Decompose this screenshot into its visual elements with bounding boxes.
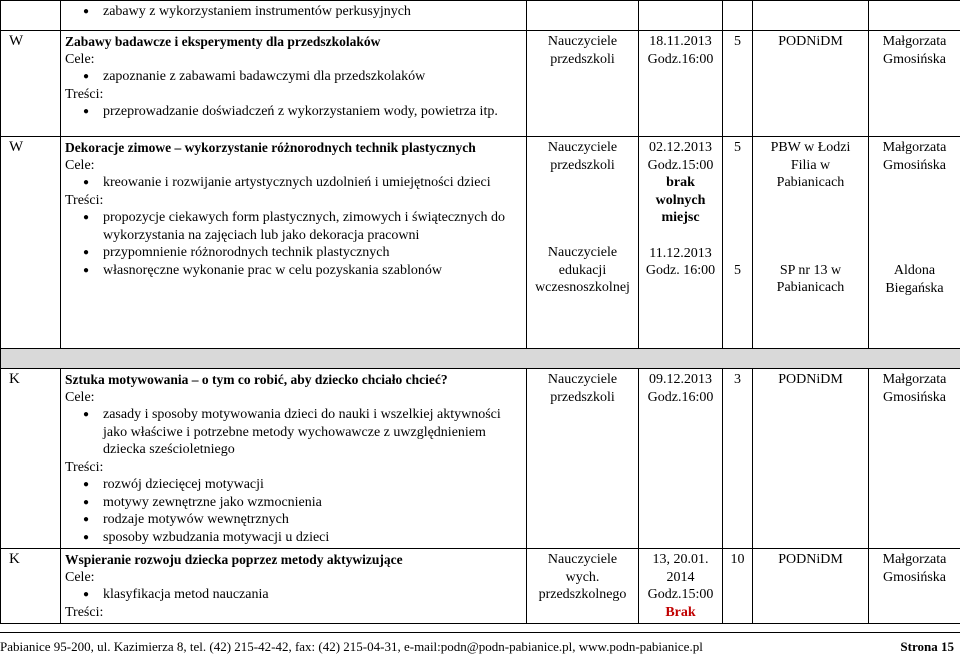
date-cell xyxy=(639,549,723,624)
hours-cell xyxy=(723,137,753,349)
cele-label: Cele: xyxy=(65,569,95,585)
date-text: 11.12.2013 xyxy=(649,245,712,261)
place-cell: PODNiDM xyxy=(753,549,869,624)
topic-cell xyxy=(61,369,527,549)
list-item: ● rozwój dziecięcej motywacji xyxy=(65,476,522,494)
cele-label: Cele: xyxy=(65,157,95,173)
list-item: ● zasady i sposoby motywowania dzieci do nauki i wszelkiej aktywności jako właściwe i potrzebne metody wychowawcze z uwzględnieniem dziecka sześcioletniego xyxy=(65,406,522,459)
availability-note: brak wolnych miejsc xyxy=(655,175,706,225)
place-text: SP nr 13 w Pabianicach xyxy=(776,262,845,295)
leader-cell: Małgorzata Gmosińska xyxy=(869,369,960,549)
topic-cell xyxy=(61,31,527,137)
cele-list xyxy=(65,586,522,604)
topic-title: Zabawy badawcze i eksperymenty dla przedszkolaków xyxy=(65,34,381,49)
tresci-label: Treści: xyxy=(65,604,104,620)
hours-cell: 10 xyxy=(723,549,753,624)
topic-cell xyxy=(61,549,527,624)
tresci-label: Treści: xyxy=(65,192,104,208)
cele-list xyxy=(65,174,522,192)
tresci-label: Treści: xyxy=(65,86,104,102)
cele-label: Cele: xyxy=(65,51,95,67)
hours-cell: 3 xyxy=(723,369,753,549)
leader-cell xyxy=(869,137,960,349)
audience-text: Nauczyciele edukacji wczesnoszkolnej xyxy=(535,245,630,295)
kind-cell: W xyxy=(1,31,61,137)
audience-cell: Nauczyciele przedszkoli xyxy=(527,369,639,549)
time-text: Godz.15:00 xyxy=(647,587,714,602)
availability-note: Brak xyxy=(665,604,696,620)
hours-cell: 5 xyxy=(723,31,753,137)
date-text: 09.12.2013 xyxy=(649,372,712,387)
list-item: ● zabawy z wykorzystaniem instrumentów perkusyjnych xyxy=(65,3,522,21)
leader-cell: Małgorzata Gmosińska xyxy=(869,549,960,624)
leader-cell: Małgorzata Gmosińska xyxy=(869,31,960,137)
table-row xyxy=(1,549,960,624)
tresci-list xyxy=(65,476,522,546)
date-cell xyxy=(639,137,723,349)
tresci-list xyxy=(65,3,522,21)
audience-text: Nauczyciele przedszkoli xyxy=(547,140,618,173)
time-text: Godz.15:00 xyxy=(647,157,714,173)
footer-address: Pabianice 95-200, ul. Kazimierza 8, tel. (42) 215-42-42, fax: (42) 215-04-31, e-mail:podn@podn-pabianice.pl, www.podn-pabianice.pl xyxy=(0,638,703,654)
cele-list xyxy=(65,68,522,86)
hours-text: 5 xyxy=(734,262,741,278)
topic-title: Wspieranie rozwoju dziecka poprzez metody aktywizujące xyxy=(65,552,403,567)
time-text: Godz. 16:00 xyxy=(645,263,716,278)
audience-cell: Nauczyciele przedszkoli xyxy=(527,31,639,137)
topic-title: Dekoracje zimowe – wykorzystanie różnorodnych technik plastycznych xyxy=(65,140,476,155)
topic-title: Sztuka motywowania – o tym co robić, aby dziecko chciało chcieć? xyxy=(65,372,448,387)
list-item: ● kreowanie i rozwijanie artystycznych uzdolnień i umiejętności dzieci xyxy=(65,174,522,192)
list-item: ● przypomnienie różnorodnych technik plastycznych xyxy=(65,244,522,262)
topic-cell xyxy=(61,137,527,349)
list-item: ● klasyfikacja metod nauczania xyxy=(65,586,522,604)
place-cell: PODNiDM xyxy=(753,369,869,549)
tresci-label: Treści: xyxy=(65,459,104,475)
hours-text: 5 xyxy=(734,140,741,155)
cele-list xyxy=(65,406,522,459)
table-row-continuation xyxy=(1,1,960,31)
page-number: Strona 15 xyxy=(900,638,954,654)
separator-row xyxy=(1,349,960,369)
place-cell xyxy=(753,137,869,349)
tresci-list xyxy=(65,209,522,279)
kind-cell xyxy=(1,1,61,31)
list-item: ● własnoręczne wykonanie prac w celu pozyskania szablonów xyxy=(65,262,522,280)
date-cell xyxy=(639,31,723,137)
list-item: ● rodzaje motywów wewnętrznych xyxy=(65,511,522,529)
date-text: 18.11.2013 xyxy=(649,34,712,49)
list-item: ● przeprowadzanie doświadczeń z wykorzystaniem wody, powietrza itp. xyxy=(65,103,522,121)
time-text: Godz.16:00 xyxy=(647,389,714,405)
table-row xyxy=(1,137,960,349)
table-row xyxy=(1,369,960,549)
place-text: PBW w Łodzi Filia w Pabianicach xyxy=(770,140,851,190)
place-cell: PODNiDM xyxy=(753,31,869,137)
kind-cell: W xyxy=(1,137,61,349)
leader-text: Małgorzata Gmosińska xyxy=(882,140,947,173)
kind-cell: K xyxy=(1,369,61,549)
page-footer xyxy=(0,632,960,660)
tresci-list xyxy=(65,103,522,121)
time-text: Godz.16:00 xyxy=(647,51,714,67)
table-row xyxy=(1,31,960,137)
audience-cell xyxy=(527,137,639,349)
audience-cell: Nauczyciele wych. przedszkolnego xyxy=(527,549,639,624)
kind-cell: K xyxy=(1,549,61,624)
date-cell xyxy=(639,369,723,549)
list-item: ● zapoznanie z zabawami badawczymi dla przedszkolaków xyxy=(65,68,522,86)
topic-cell xyxy=(61,1,527,31)
date-text: 02.12.2013 xyxy=(649,140,712,155)
list-item: ● propozycje ciekawych form plastycznych, zimowych i świątecznych do wykorzystania na zajęciach lub jako dekoracja pracowni xyxy=(65,209,522,244)
date-text: 13, 20.01. 2014 xyxy=(652,552,709,585)
leader-text: Aldona Biegańska xyxy=(885,263,944,296)
list-item: ● motywy zewnętrzne jako wzmocnienia xyxy=(65,494,522,512)
list-item: ● sposoby wzbudzania motywacji u dzieci xyxy=(65,529,522,547)
cele-label: Cele: xyxy=(65,389,95,405)
